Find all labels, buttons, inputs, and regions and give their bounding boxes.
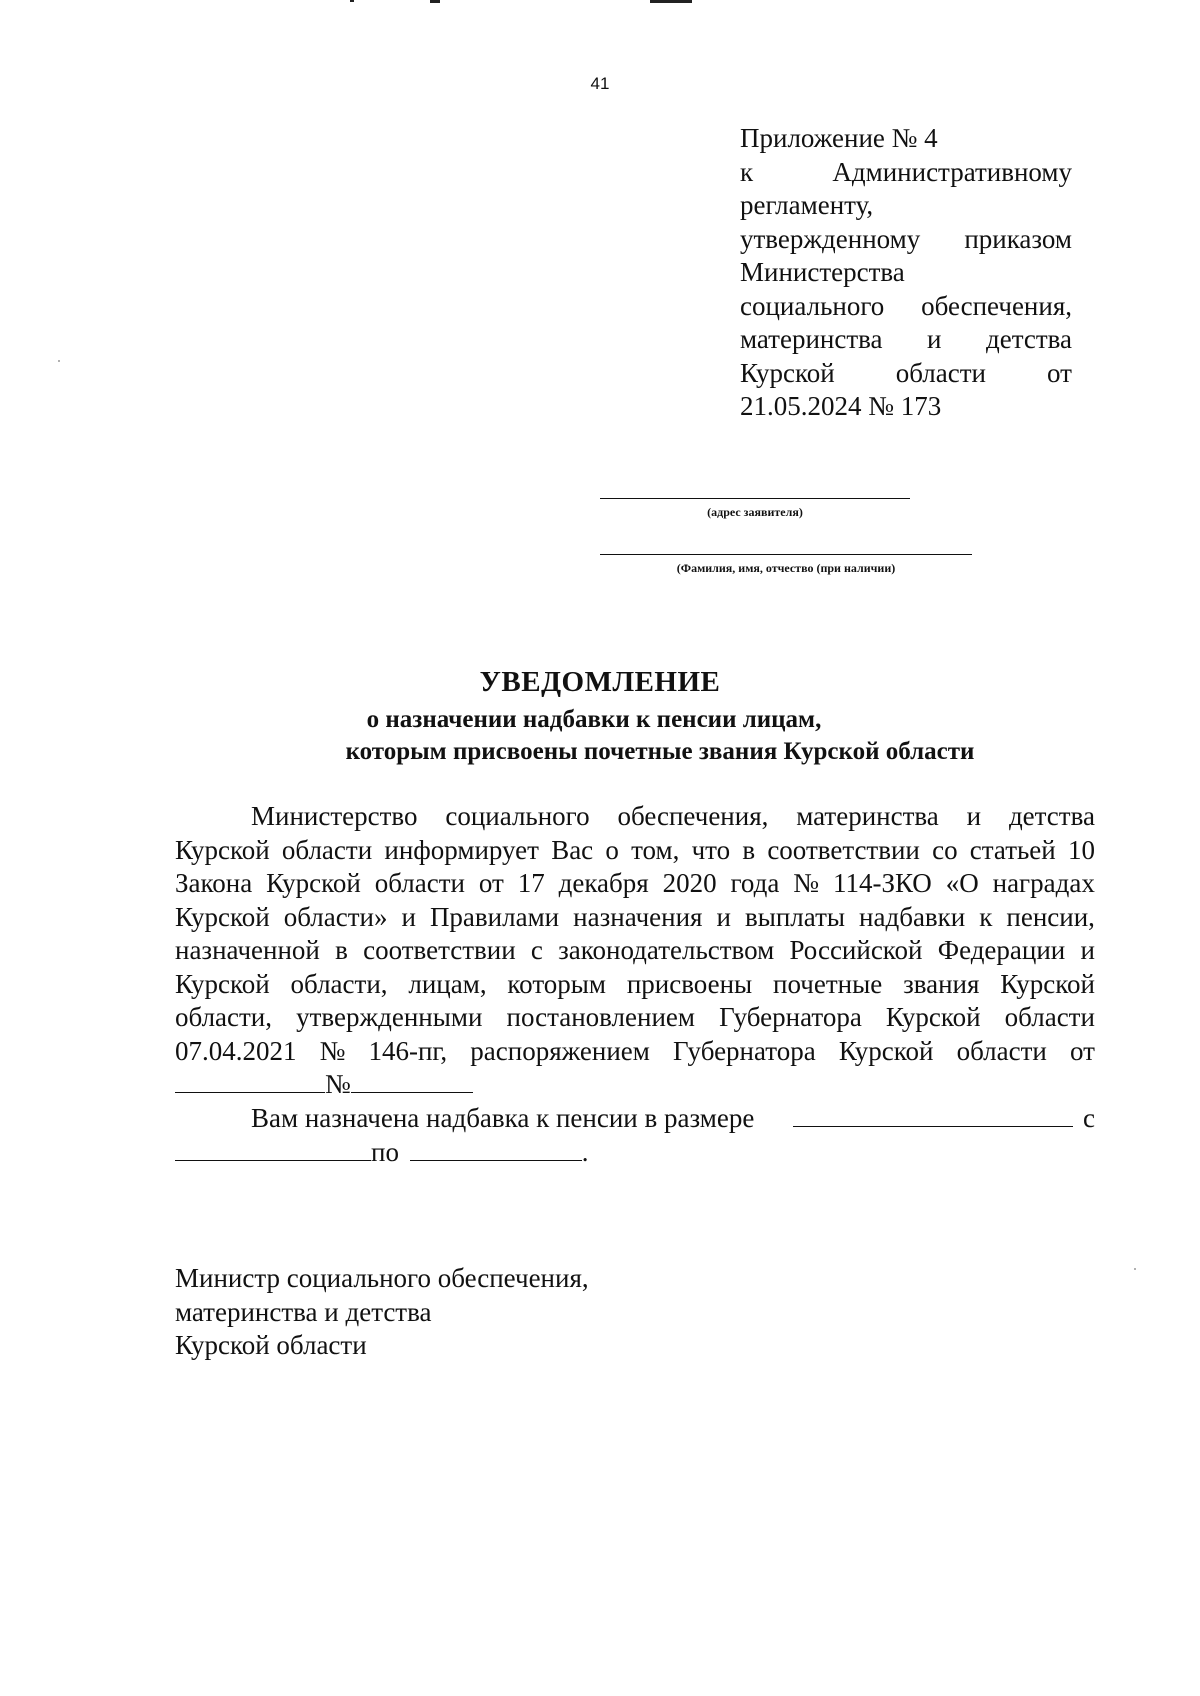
scan-artifact bbox=[650, 0, 692, 3]
to-word: по bbox=[371, 1137, 399, 1167]
body-word: и bbox=[716, 901, 731, 932]
body-word: о bbox=[605, 834, 619, 865]
body-word: от bbox=[478, 868, 504, 898]
body-word: Курской bbox=[1000, 968, 1095, 999]
body-word: к bbox=[979, 901, 993, 932]
body-word: области, bbox=[175, 1002, 273, 1032]
body-word: и bbox=[966, 801, 982, 831]
body-word: социального bbox=[445, 801, 590, 831]
body-word: области» bbox=[283, 901, 388, 932]
appendix-line: материнства и детства bbox=[740, 324, 1072, 354]
body-word: Федерации bbox=[937, 935, 1066, 965]
body-word: что bbox=[691, 834, 731, 865]
body-word: Губернатора bbox=[672, 1035, 816, 1066]
from-word: с bbox=[1083, 1103, 1095, 1133]
order-date-blank bbox=[175, 1070, 325, 1093]
body-word: области bbox=[374, 868, 465, 898]
body-word: информирует bbox=[384, 834, 539, 865]
body-word: «О bbox=[945, 868, 979, 898]
body-word: области bbox=[956, 1035, 1047, 1066]
signature-line: Курской области bbox=[175, 1330, 367, 1360]
appendix-line: Министерства bbox=[740, 257, 905, 287]
body-word: материнства bbox=[796, 801, 939, 831]
notice-title: УВЕДОМЛЕНИЕ bbox=[479, 666, 721, 698]
body-word: соответствии bbox=[363, 935, 516, 965]
body-word: Губернатора bbox=[719, 1002, 862, 1032]
scan-artifact bbox=[350, 0, 354, 2]
body-word: с bbox=[530, 935, 543, 965]
body-word: со bbox=[932, 834, 958, 865]
body-word: Курской bbox=[175, 968, 270, 999]
appendix-title: Приложение № 4 bbox=[740, 123, 938, 153]
body-word: соответствии bbox=[767, 834, 920, 865]
order-number-line bbox=[175, 1068, 473, 1102]
appendix-line: социального обеспечения, bbox=[740, 290, 1072, 321]
body-word: которым bbox=[507, 968, 606, 999]
amount-blank bbox=[793, 1104, 1073, 1127]
body-word: пенсии, bbox=[1006, 901, 1095, 932]
body-line bbox=[175, 968, 1095, 1002]
signature-line: материнства и детства bbox=[175, 1296, 432, 1327]
body-word: 2020 bbox=[662, 868, 717, 898]
end-period: . bbox=[581, 1137, 589, 1167]
body-word: в bbox=[742, 834, 756, 865]
body-line bbox=[175, 800, 1095, 834]
body-word: Курской bbox=[175, 834, 270, 865]
body-word: 07.04.2021 bbox=[175, 1035, 297, 1066]
body-word: надбавки bbox=[859, 901, 966, 932]
body-word: назначения bbox=[573, 901, 703, 932]
body-word: Министерство bbox=[251, 801, 418, 831]
body-word: назначенной bbox=[175, 935, 320, 965]
body-word: Курской bbox=[885, 1002, 981, 1032]
body-word: звания bbox=[903, 968, 980, 999]
body-line bbox=[175, 834, 1095, 868]
appendix-date-number: 21.05.2024 № 173 bbox=[740, 391, 942, 421]
number-sign: № bbox=[325, 1069, 351, 1099]
body-word: лицам, bbox=[408, 968, 487, 999]
body-word: 10 bbox=[1067, 834, 1095, 865]
appendix-line: Курской области от bbox=[740, 357, 1072, 388]
notice-body bbox=[175, 800, 1095, 1068]
body-line bbox=[175, 1035, 1095, 1069]
body-word: Вас bbox=[551, 834, 594, 865]
body-word: № bbox=[793, 868, 820, 898]
start-date-blank bbox=[175, 1138, 371, 1161]
body-word: области bbox=[1004, 1002, 1095, 1032]
appendix-line: к Административному bbox=[740, 156, 1072, 187]
body-word: и bbox=[401, 901, 416, 932]
end-date-blank bbox=[410, 1138, 582, 1161]
body-word: почетные bbox=[773, 968, 883, 999]
body-word: декабря bbox=[558, 868, 649, 898]
body-word: 114-ЗКО bbox=[832, 868, 932, 898]
body-word: и bbox=[1080, 935, 1095, 965]
body-word: выплаты bbox=[744, 901, 846, 932]
body-word: том, bbox=[631, 834, 680, 865]
body-word: от bbox=[1069, 1035, 1095, 1066]
order-number-blank bbox=[351, 1070, 473, 1093]
body-word: Курской bbox=[266, 868, 361, 898]
assigned-text: Вам назначена надбавка к пенсии в размере bbox=[251, 1103, 755, 1133]
body-word: статьей bbox=[969, 834, 1056, 865]
name-caption: (Фамилия, имя, отчество (при наличии) bbox=[676, 561, 896, 575]
page-number: 41 bbox=[590, 74, 610, 93]
body-word: распоряжением bbox=[470, 1035, 650, 1066]
body-word: года bbox=[730, 868, 780, 898]
body-word: Курской bbox=[838, 1035, 934, 1066]
body-word: обеспечения, bbox=[617, 801, 769, 831]
body-word: Курской bbox=[175, 901, 270, 932]
address-field bbox=[600, 498, 910, 520]
body-word: области bbox=[281, 834, 373, 865]
assigned-line bbox=[251, 1102, 1095, 1136]
name-field bbox=[600, 554, 972, 576]
notice-subtitle: которым присвоены почетные звания Курской области bbox=[345, 738, 975, 765]
body-word: наградах bbox=[992, 868, 1095, 898]
appendix-block bbox=[740, 122, 1072, 424]
period-line bbox=[175, 1136, 588, 1170]
signature-line: Министр социального обеспечения, bbox=[175, 1263, 589, 1293]
appendix-line: утвержденному приказом bbox=[740, 223, 1072, 254]
body-word: № bbox=[319, 1035, 346, 1066]
body-line bbox=[175, 1001, 1095, 1035]
scan-speck bbox=[58, 360, 60, 362]
scan-speck bbox=[1134, 1268, 1136, 1270]
body-word: 17 bbox=[517, 868, 545, 898]
body-word: Российской bbox=[789, 935, 923, 965]
body-word: Правилами bbox=[429, 901, 560, 932]
name-line bbox=[600, 554, 972, 555]
body-line bbox=[175, 867, 1095, 901]
body-line bbox=[175, 901, 1095, 935]
body-word: утвержденными bbox=[296, 1002, 483, 1032]
body-word: законодательством bbox=[558, 935, 775, 965]
body-word: Закона bbox=[175, 868, 253, 898]
address-caption: (адрес заявителя) bbox=[707, 505, 803, 519]
notice-subtitle: о назначении надбавки к пенсии лицам, bbox=[366, 706, 822, 733]
appendix-line: регламенту, bbox=[740, 190, 874, 220]
body-word: 146-пг, bbox=[368, 1035, 448, 1066]
body-line bbox=[175, 934, 1095, 968]
body-word: присвоены bbox=[626, 968, 753, 999]
body-word: постановлением bbox=[506, 1002, 695, 1032]
body-word: в bbox=[335, 935, 348, 965]
address-line bbox=[600, 498, 910, 499]
body-word: детства bbox=[1008, 801, 1095, 831]
scan-artifact bbox=[430, 0, 440, 3]
body-word: области, bbox=[290, 968, 388, 999]
signature-block bbox=[175, 1262, 589, 1363]
